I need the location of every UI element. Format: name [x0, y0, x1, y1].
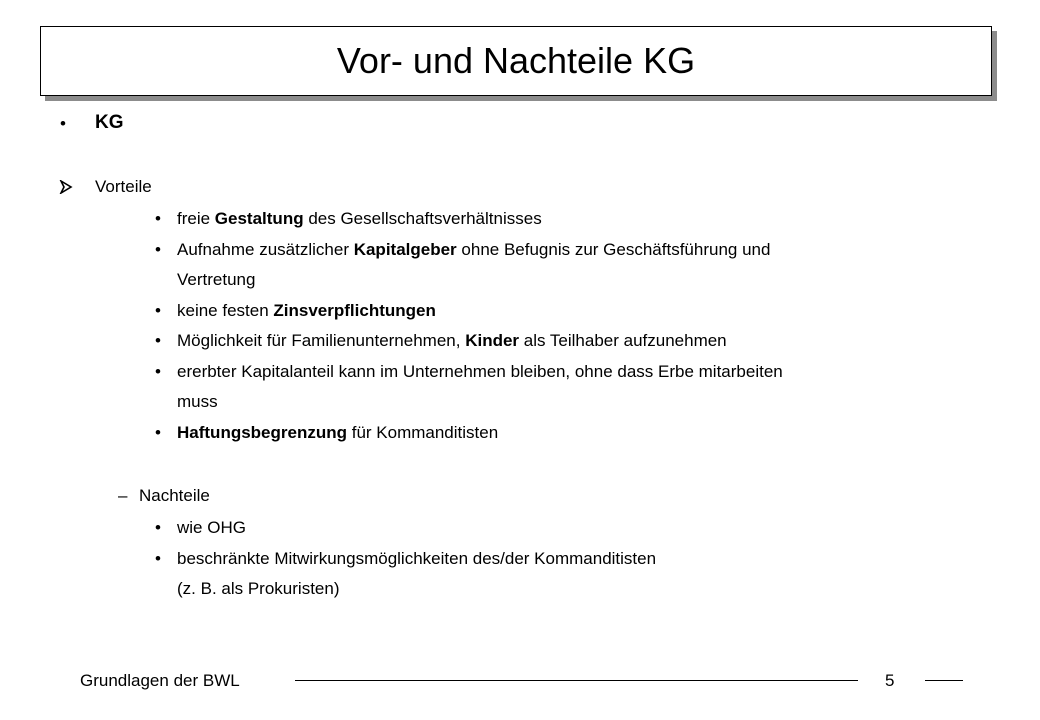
vorteile-item-keyword: Haftungsbegrenzung: [177, 422, 347, 442]
nachteile-bullet: •: [155, 548, 161, 568]
vorteile-item-text: als Teilhaber aufzunehmen: [519, 331, 727, 350]
vorteile-bullet: •: [155, 331, 161, 350]
vorteile-item-continuation: muss: [177, 392, 218, 411]
vorteile-bullet: •: [155, 422, 161, 442]
nachteile-dash: –: [118, 486, 128, 505]
vorteile-item-text: Möglichkeit für Familienunternehmen,: [177, 331, 466, 350]
vorteile-item: [177, 240, 770, 260]
nachteile-item-text: beschränkte Mitwirkungsmöglichkeiten des/der Kommanditisten: [177, 548, 657, 568]
nachteile-bullet: •: [155, 518, 161, 537]
vorteile-item-text: keine festen: [177, 300, 274, 320]
vorteile-bullet: •: [155, 209, 161, 228]
vorteile-item-text: freie: [177, 209, 215, 228]
vorteile-item-text: für Kommanditisten: [347, 422, 499, 442]
vorteile-item-continuation: Vertretung: [177, 270, 256, 289]
nachteile-item: [177, 518, 246, 538]
vorteile-item-text: des Gesellschaftsverhältnisses: [303, 209, 542, 228]
vorteile-item-text: ohne Befugnis zur Geschäftsführung und: [456, 239, 771, 259]
vorteile-label: Vorteile: [95, 177, 152, 196]
vorteile-item-text: ererbter Kapitalanteil kann im Unternehmen bleiben, ohne dass Erbe mitarbeiten: [177, 361, 783, 381]
nachteile-label: Nachteile: [139, 486, 210, 505]
vorteile-item-text: Aufnahme zusätzlicher: [177, 239, 354, 259]
vorteile-item-keyword: Zinsverpflichtungen: [273, 300, 436, 320]
vorteile-item: [177, 423, 498, 443]
vorteile-item: [177, 209, 542, 229]
nachteile-item-continuation: (z. B. als Prokuristen): [177, 579, 340, 598]
vorteile-item-keyword: Kinder: [465, 331, 520, 350]
footer-rule-right: [925, 680, 963, 681]
vorteile-bullet: •: [155, 361, 161, 381]
vorteile-item: [177, 331, 727, 351]
arrow-right-icon: [59, 180, 73, 194]
vorteile-item-keyword: Gestaltung: [214, 209, 304, 228]
footer-page-number: 5: [885, 671, 895, 690]
heading-bullet: •: [60, 114, 66, 133]
title-box: [40, 26, 992, 96]
slide-title: Vor- und Nachteile KG: [336, 40, 696, 81]
vorteile-item: [177, 362, 783, 382]
footer-rule-left: [295, 680, 858, 681]
footer-course: Grundlagen der BWL: [80, 671, 240, 690]
vorteile-bullet: •: [155, 300, 161, 320]
nachteile-item-text: wie OHG: [177, 518, 246, 537]
vorteile-bullet: •: [155, 239, 161, 259]
vorteile-item-keyword: Kapitalgeber: [353, 239, 457, 259]
vorteile-item: [177, 301, 436, 321]
nachteile-item: [177, 549, 656, 569]
main-heading: KG: [95, 112, 124, 133]
